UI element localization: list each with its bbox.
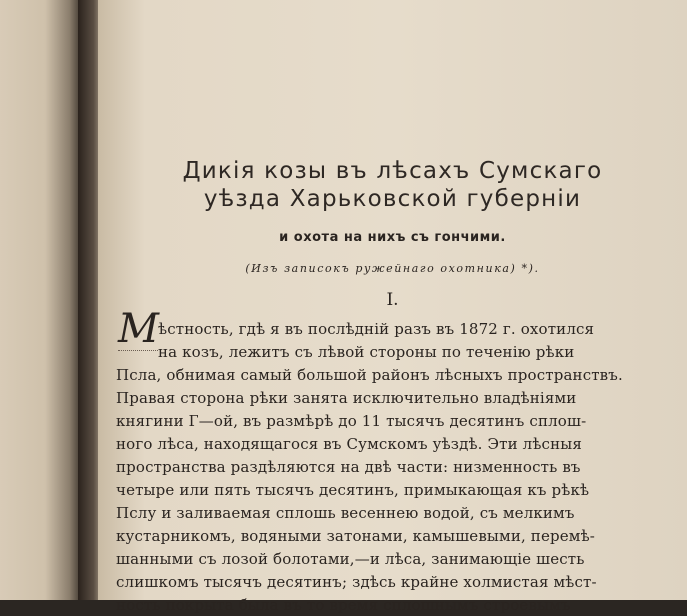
body-line: княгини Г—ой, въ размѣрѣ до 11 тысячъ десятинъ сплош-: [116, 412, 587, 430]
body-line: четыре или пять тысячъ десятинъ, примыкающая къ рѣкѣ: [116, 481, 590, 499]
subtitle: и охота на нихъ съ гончими.: [279, 230, 506, 245]
source-note: (Изъ записокъ ружейнаго охотника) *).: [245, 262, 540, 275]
body-line: кустарникомъ, водяными затонами, камышевыми, перемѣ-: [116, 527, 595, 545]
body-line: Псла, обнимая самый большой районъ лѣсныхъ пространствъ.: [116, 366, 623, 384]
title-line-1: Дикія козы въ лѣсахъ Сумскаго: [182, 158, 603, 184]
title-line-2: уѣзда Харьковской губерніи: [203, 186, 582, 212]
section-number: I.: [386, 290, 399, 310]
drop-cap: М: [118, 306, 159, 352]
left-page-edge: [0, 0, 82, 600]
body-line: ного лѣса, находящагося въ Сумскомъ уѣздѣ. Эти лѣсныя: [116, 435, 582, 453]
body-line: Правая сторона рѣки занята исключительно владѣніями: [116, 389, 577, 407]
body-line: Пслу и заливаемая сплошь весеннею водой, съ мелкимъ: [116, 504, 575, 522]
body-line: ность покрыта была въ то время сплошнымъ строевымъ: [116, 596, 571, 614]
body-line: пространства раздѣляются на двѣ части: низменность въ: [116, 458, 581, 476]
book-page: [98, 0, 687, 614]
body-line: на козъ, лежитъ съ лѣвой стороны по теченію рѣки: [158, 343, 575, 361]
body-line: слишкомъ тысячъ десятинъ; здѣсь крайне холмистая мѣст-: [116, 573, 597, 591]
body-line: шанными съ лозой болотами,—и лѣса, занимающіе шесть: [116, 550, 585, 568]
body-line: ѣстность, гдѣ я въ послѣдній разъ въ 1872 г. охотился: [158, 320, 595, 338]
